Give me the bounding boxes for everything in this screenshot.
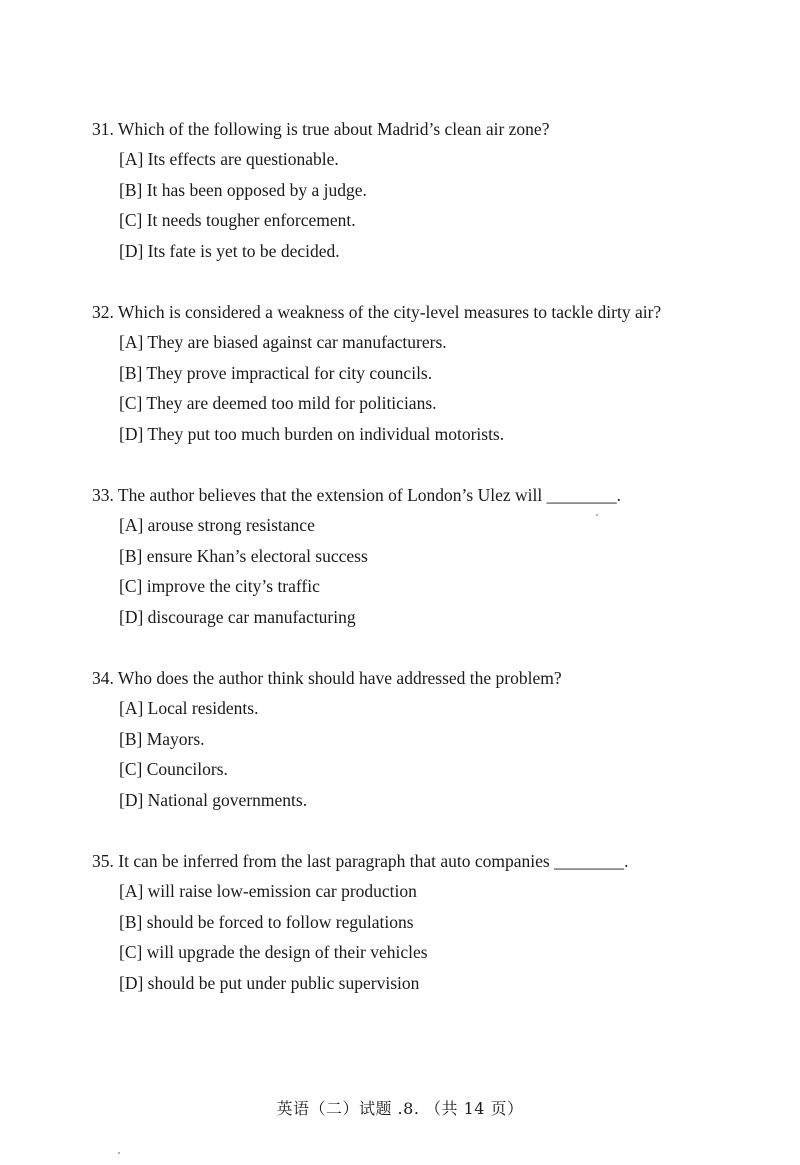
option-d: [D] should be put under public supervision	[119, 972, 420, 993]
question-stem: 35. It can be inferred from the last paragraph that auto companies ________.	[92, 851, 629, 871]
option-b: [B] ensure Khan’s electoral success	[119, 545, 368, 566]
question-stem: 33. The author believes that the extension of London’s Ulez will ________.	[92, 485, 621, 505]
question-32	[92, 297, 792, 449]
question-34	[92, 663, 792, 815]
scan-speck	[596, 514, 598, 516]
option-d: [D] discourage car manufacturing	[119, 606, 356, 627]
option-a: [A] Local residents.	[119, 698, 259, 718]
question-stem: 34. Who does the author think should have addressed the problem?	[92, 668, 562, 688]
option-a: [A] Its effects are questionable.	[119, 149, 339, 169]
option-b: [B] They prove impractical for city councils.	[119, 362, 433, 383]
option-d: [D] National governments.	[119, 789, 308, 810]
question-31	[92, 114, 792, 266]
option-d: [D] They put too much burden on individual motorists.	[119, 423, 505, 444]
option-b: [B] Mayors.	[119, 728, 205, 749]
page-footer: 英语（二）试题 .8. （共 14 页）	[276, 1099, 524, 1118]
question-stem: 31. Which of the following is true about Madrid’s clean air zone?	[92, 119, 550, 139]
option-a: [A] will raise low-emission car production	[119, 881, 417, 901]
question-35	[92, 846, 792, 998]
option-b: [B] It has been opposed by a judge.	[119, 179, 367, 200]
option-c: [C] improve the city’s traffic	[119, 576, 320, 596]
option-a: [A] They are biased against car manufacturers.	[119, 332, 447, 352]
question-33	[92, 480, 792, 632]
option-b: [B] should be forced to follow regulations	[119, 911, 414, 932]
question-stem: 32. Which is considered a weakness of the city-level measures to tackle dirty air?	[92, 302, 662, 322]
option-c: [C] It needs tougher enforcement.	[119, 210, 356, 230]
option-c: [C] will upgrade the design of their vehicles	[119, 942, 428, 962]
option-c: [C] They are deemed too mild for politicians.	[119, 393, 437, 413]
option-a: [A] arouse strong resistance	[119, 515, 315, 535]
option-c: [C] Councilors.	[119, 759, 228, 779]
scan-speck	[118, 1152, 120, 1154]
option-d: [D] Its fate is yet to be decided.	[119, 240, 340, 261]
